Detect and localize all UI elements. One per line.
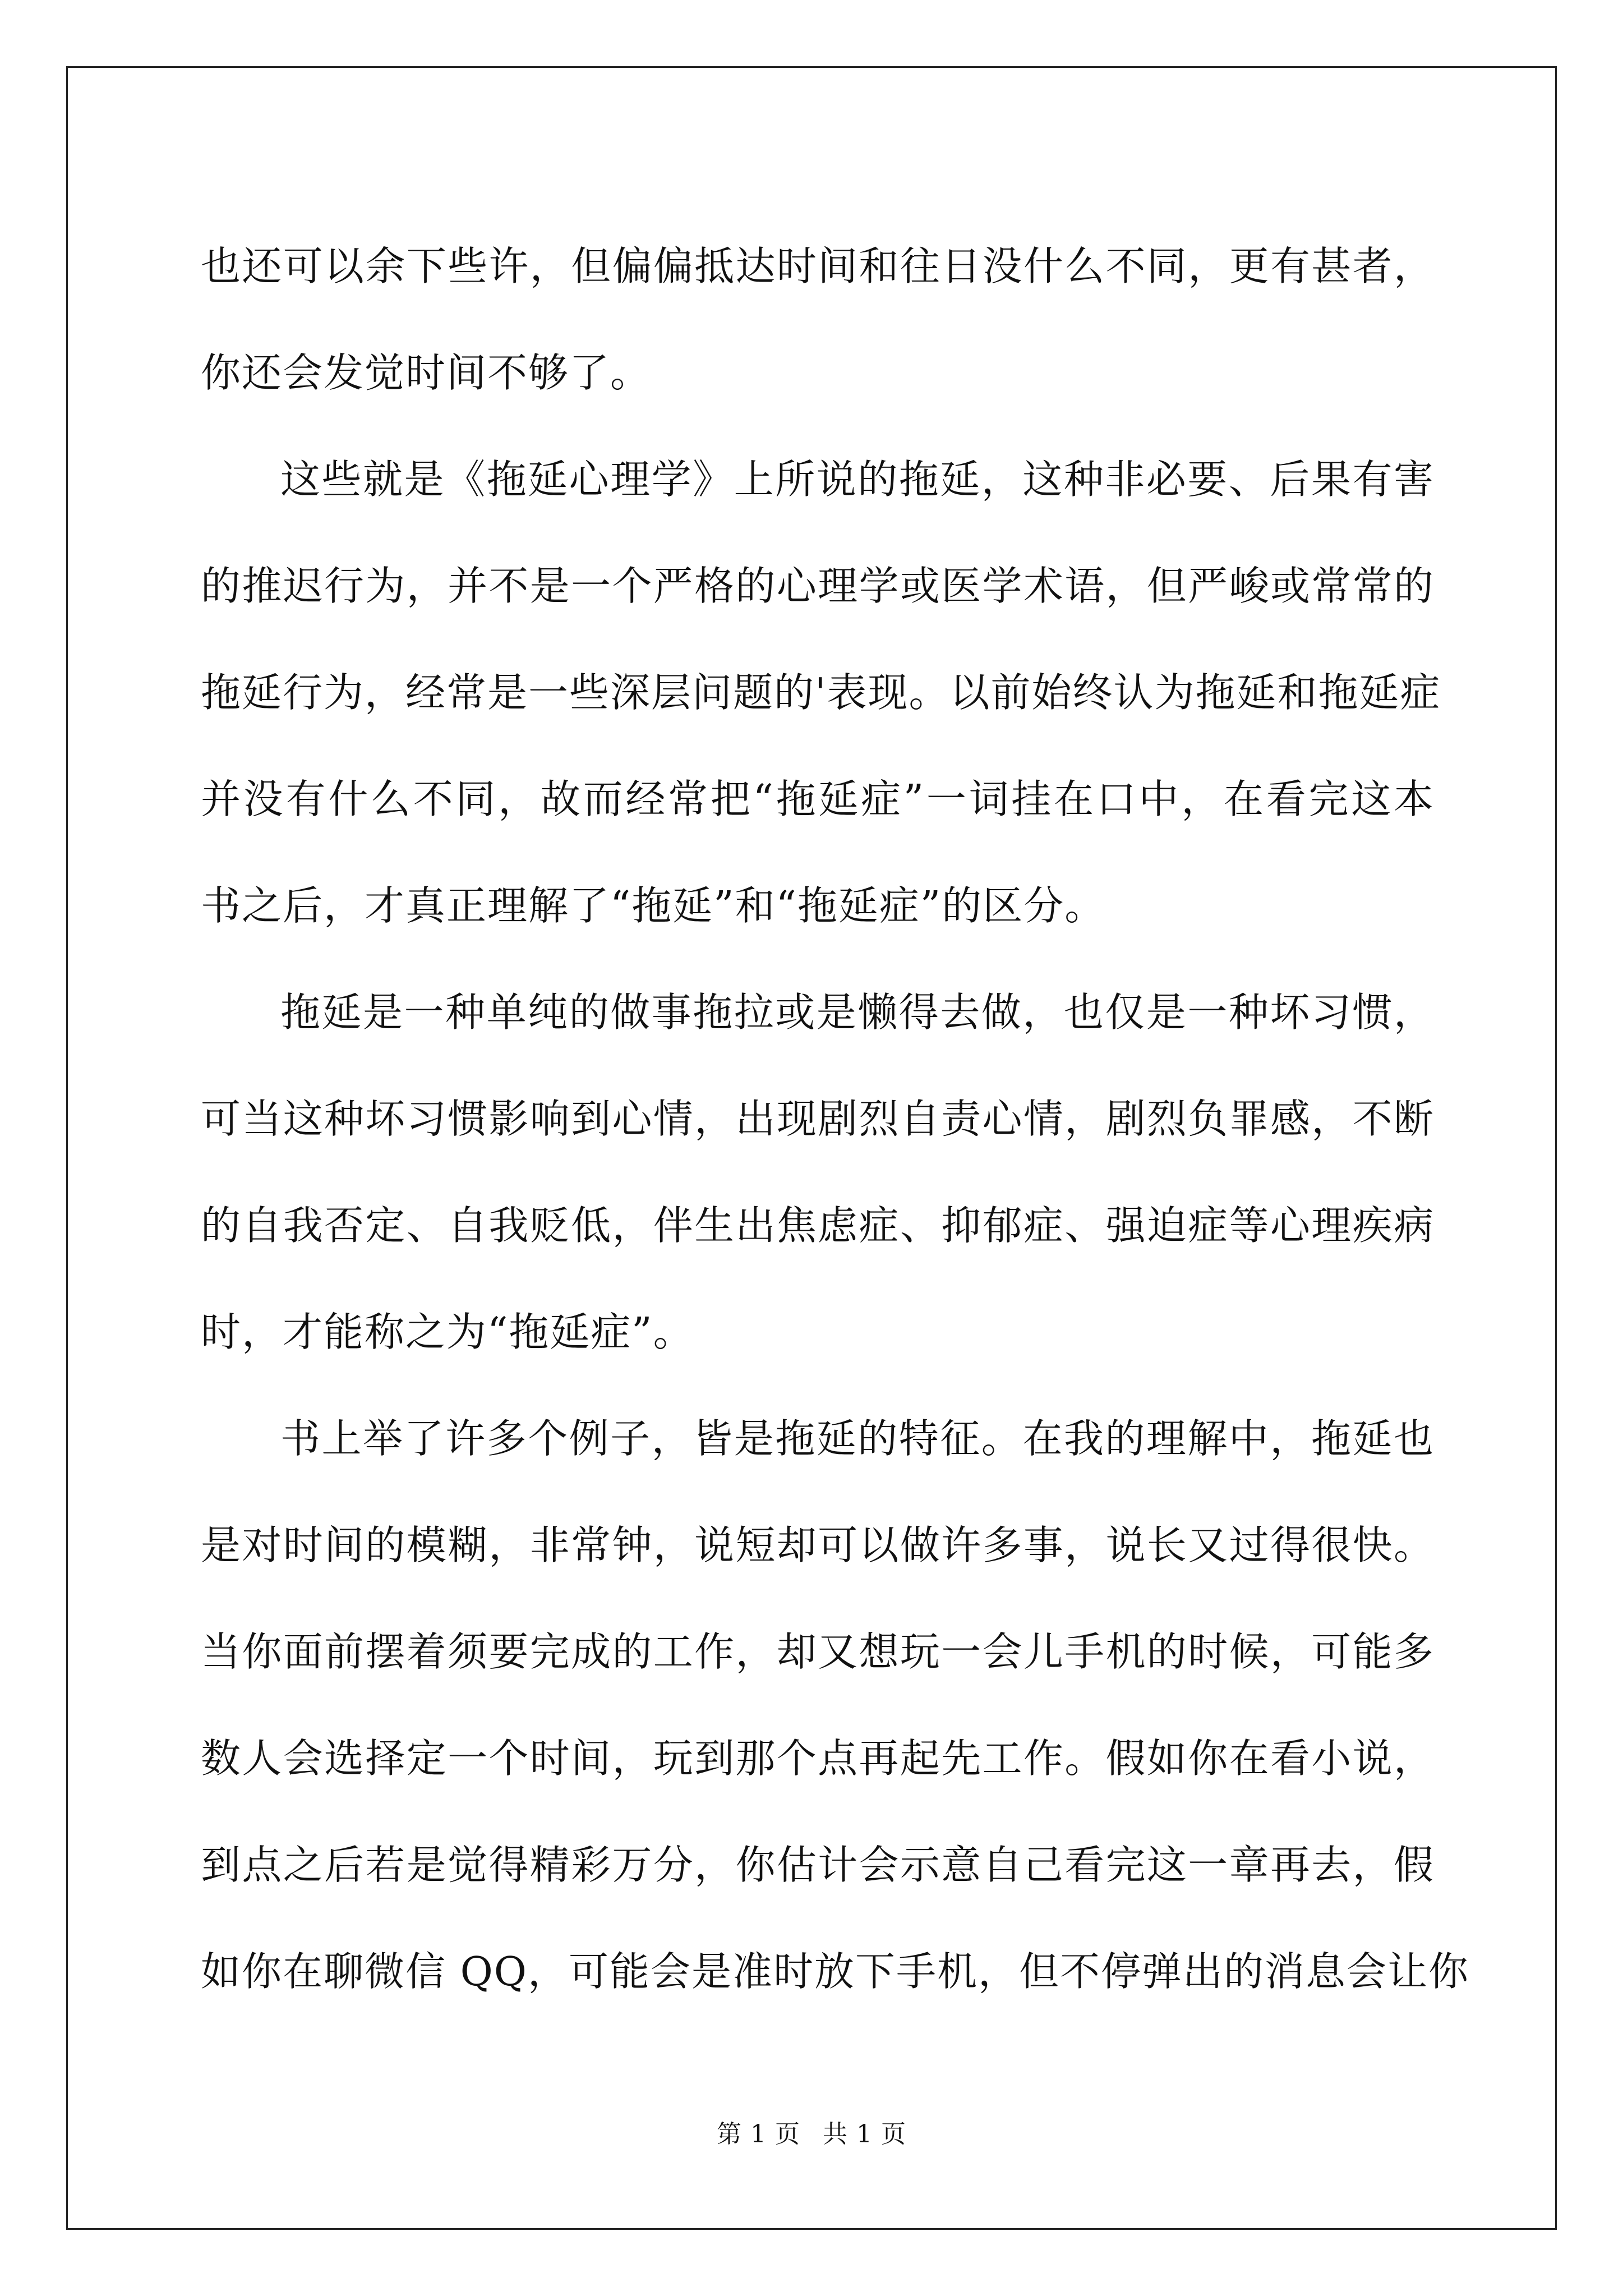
text-line: 你还会发觉时间不够了。 (201, 349, 652, 396)
text-line: 的推迟行为，并不是一个严格的心理学或医学术语，但严峻或常常的 (201, 563, 1435, 609)
text-line: 可当这种坏习惯影响到心情，出现剧烈自责心情，剧烈负罪感，不断 (201, 1096, 1435, 1142)
text-line: 当你面前摆着须要完成的工作，却又想玩一会儿手机的时候，可能多 (201, 1628, 1435, 1675)
text-line: 也还可以余下些许，但偏偏抵达时间和往日没什么不同，更有甚者， (201, 243, 1435, 289)
page-number-current: 第 1 页 (717, 2120, 800, 2148)
page-footer (0, 2118, 1623, 2151)
text-line: 拖延行为，经常是一些深层问题的'表现。以前始终认为拖延和拖延症 (201, 669, 1441, 716)
text-line: 时，才能称之为“拖延症”。 (201, 1309, 694, 1355)
text-line: 到点之后若是觉得精彩万分，你估计会示意自己看完这一章再去，假 (201, 1842, 1435, 1888)
text-line: 并没有什么不同，故而经常把“拖延症”一词挂在口中，在看完这本 (201, 776, 1435, 822)
paragraph-start-line: 拖延是一种单纯的做事拖拉或是懒得去做，也仅是一种坏习惯， (280, 989, 1435, 1036)
page-number-total: 共 1 页 (823, 2120, 906, 2148)
text-line: 数人会选择定一个时间，玩到那个点再起先工作。假如你在看小说， (201, 1735, 1435, 1782)
text-line: 书之后，才真正理解了“拖延”和“拖延症”的区分。 (201, 882, 1106, 929)
document-body (201, 213, 1469, 2025)
text-line: 的自我否定、自我贬低，伴生出焦虑症、抑郁症、强迫症等心理疾病 (201, 1202, 1435, 1249)
paragraph-start-line: 这些就是《拖延心理学》上所说的拖延，这种非必要、后果有害 (280, 456, 1435, 503)
text-line: 如你在聊微信 QQ，可能会是准时放下手机，但不停弹出的消息会让你 (201, 1948, 1469, 1995)
text-line: 是对时间的模糊，非常钟，说短却可以做许多事，说长又过得很快。 (201, 1522, 1435, 1568)
paragraph-start-line: 书上举了许多个例子，皆是拖延的特征。在我的理解中，拖延也 (280, 1415, 1435, 1462)
